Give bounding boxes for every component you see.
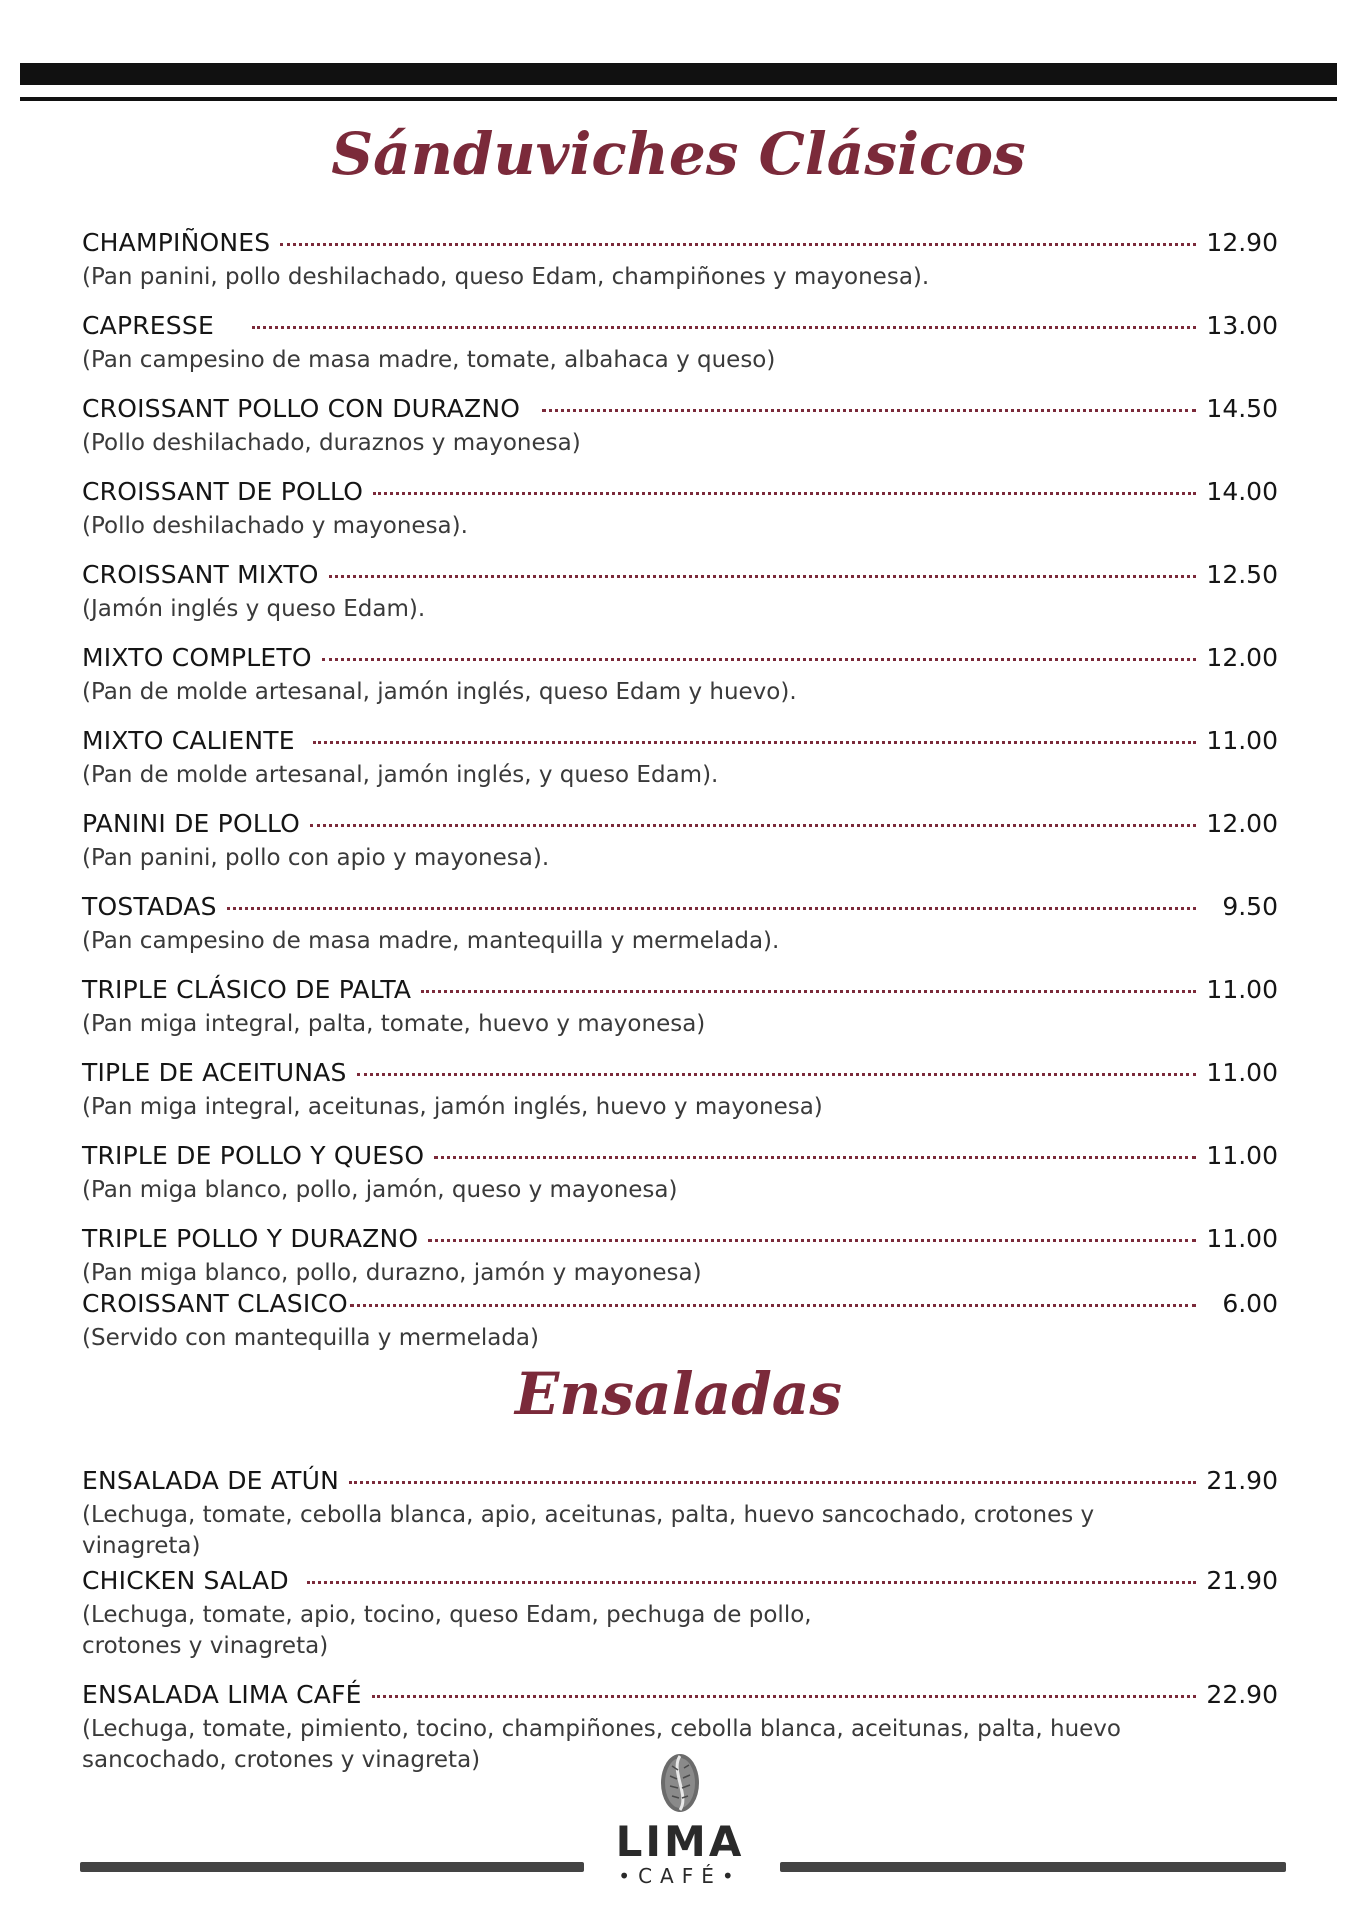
sandwich-menu-list <box>82 228 1278 1354</box>
lima-cafe-logo <box>600 1752 760 1888</box>
dotted-leader <box>329 575 1196 578</box>
item-price: 11.00 <box>1206 1058 1278 1087</box>
item-name: TRIPLE POLLO Y DURAZNO <box>82 1224 419 1253</box>
item-price: 21.90 <box>1206 1466 1278 1495</box>
dotted-leader <box>357 1073 1196 1076</box>
menu-item <box>82 1224 1278 1289</box>
menu-item <box>82 1141 1278 1206</box>
dotted-leader <box>280 243 1196 246</box>
item-price: 12.90 <box>1206 228 1278 257</box>
menu-item <box>82 1566 1278 1662</box>
item-name: MIXTO CALIENTE <box>82 726 295 755</box>
item-description: (Pan campesino de masa madre, tomate, albahaca y queso) <box>82 347 776 373</box>
item-description: (Pan panini, pollo deshilachado, queso Edam, champiñones y mayonesa). <box>82 264 930 290</box>
item-description: (Pan campesino de masa madre, mantequilla y mermelada). <box>82 928 780 954</box>
menu-item <box>82 892 1278 957</box>
menu-item <box>82 643 1278 708</box>
item-name: TRIPLE DE POLLO Y QUESO <box>82 1141 425 1170</box>
item-name: TOSTADAS <box>82 892 217 921</box>
item-description: (Servido con mantequilla y mermelada) <box>82 1325 540 1351</box>
item-price: 12.00 <box>1206 643 1278 672</box>
dotted-leader <box>252 326 1196 329</box>
item-name: CHICKEN SALAD <box>82 1566 289 1595</box>
menu-item <box>82 1289 1278 1354</box>
menu-item <box>82 228 1278 293</box>
dotted-leader <box>322 658 1196 661</box>
dotted-leader <box>227 907 1196 910</box>
top-divider-thin <box>20 97 1337 101</box>
dotted-leader <box>421 990 1196 993</box>
logo-subtitle: •CAFÉ• <box>618 1864 742 1888</box>
item-price: 13.00 <box>1206 311 1278 340</box>
section-title-salads: Ensaladas <box>514 1360 842 1428</box>
menu-item <box>82 1058 1278 1123</box>
dotted-leader <box>349 1481 1196 1484</box>
dotted-leader <box>542 409 1196 412</box>
item-name: CAPRESSE <box>82 311 214 340</box>
item-description: (Pan miga integral, aceitunas, jamón inglés, huevo y mayonesa) <box>82 1094 823 1120</box>
item-description: (Lechuga, tomate, cebolla blanca, apio, aceitunas, palta, huevo sancochado, crotones y vinagreta) <box>82 1502 1095 1559</box>
item-price: 6.00 <box>1222 1289 1278 1318</box>
item-name: CROISSANT DE POLLO <box>82 477 364 506</box>
dotted-leader <box>373 492 1196 495</box>
dotted-leader <box>313 741 1196 744</box>
footer-divider-right <box>780 1862 1286 1872</box>
item-name: ENSALADA LIMA CAFÉ <box>82 1680 362 1709</box>
salad-menu-list <box>82 1466 1278 1776</box>
menu-item <box>82 311 1278 376</box>
item-name: ENSALADA DE ATÚN <box>82 1466 340 1495</box>
item-description: (Pan panini, pollo con apio y mayonesa). <box>82 845 550 871</box>
item-price: 12.50 <box>1206 560 1278 589</box>
item-price: 9.50 <box>1222 892 1278 921</box>
item-description: (Pan miga integral, palta, tomate, huevo y mayonesa) <box>82 1011 706 1037</box>
menu-item <box>82 560 1278 625</box>
item-name: CROISSANT CLASICO <box>82 1289 348 1318</box>
item-description: (Pan de molde artesanal, jamón inglés, queso Edam y huevo). <box>82 679 797 705</box>
menu-item <box>82 394 1278 459</box>
item-name: PANINI DE POLLO <box>82 809 301 838</box>
menu-item <box>82 809 1278 874</box>
dotted-leader <box>434 1156 1196 1159</box>
section-title-sandwiches: Sánduviches Clásicos <box>331 120 1026 188</box>
menu-item <box>82 975 1278 1040</box>
item-name: MIXTO COMPLETO <box>82 643 312 672</box>
dotted-leader <box>310 824 1196 827</box>
item-description: (Lechuga, tomate, apio, tocino, queso Edam, pechuga de pollo, crotones y vinagreta) <box>82 1602 812 1659</box>
item-price: 12.00 <box>1206 809 1278 838</box>
item-price: 11.00 <box>1206 1224 1278 1253</box>
menu-item <box>82 477 1278 542</box>
item-description: (Pan de molde artesanal, jamón inglés, y queso Edam). <box>82 762 719 788</box>
menu-item <box>82 1466 1278 1562</box>
item-description: (Pan miga blanco, pollo, jamón, queso y mayonesa) <box>82 1177 678 1203</box>
dotted-leader <box>372 1695 1196 1698</box>
item-price: 22.90 <box>1206 1680 1278 1709</box>
item-price: 14.00 <box>1206 477 1278 506</box>
item-description: (Pollo deshilachado, duraznos y mayonesa) <box>82 430 581 456</box>
item-price: 11.00 <box>1206 726 1278 755</box>
item-name: CROISSANT POLLO CON DURAZNO <box>82 394 521 423</box>
item-price: 11.00 <box>1206 1141 1278 1170</box>
dotted-leader <box>350 1304 1196 1307</box>
footer-divider-left <box>80 1862 584 1872</box>
item-name: CHAMPIÑONES <box>82 228 271 257</box>
item-description: (Lechuga, tomate, pimiento, tocino, champiñones, cebolla blanca, aceitunas, palta, huevo sancochado, crotones y vinagreta) <box>82 1716 1121 1773</box>
item-price: 11.00 <box>1206 975 1278 1004</box>
menu-item <box>82 726 1278 791</box>
item-name: TRIPLE CLÁSICO DE PALTA <box>82 975 412 1004</box>
coffee-bean-icon <box>658 1752 702 1814</box>
item-price: 14.50 <box>1206 394 1278 423</box>
dotted-leader <box>307 1581 1196 1584</box>
dotted-leader <box>428 1239 1196 1242</box>
item-price: 21.90 <box>1206 1566 1278 1595</box>
logo-wordmark: LIMA <box>615 1817 745 1866</box>
top-divider-thick <box>20 63 1337 85</box>
item-description: (Pollo deshilachado y mayonesa). <box>82 513 468 539</box>
item-name: TIPLE DE ACEITUNAS <box>82 1058 347 1087</box>
item-name: CROISSANT MIXTO <box>82 560 319 589</box>
item-description: (Jamón inglés y queso Edam). <box>82 596 426 622</box>
item-description: (Pan miga blanco, pollo, durazno, jamón y mayonesa) <box>82 1260 702 1286</box>
